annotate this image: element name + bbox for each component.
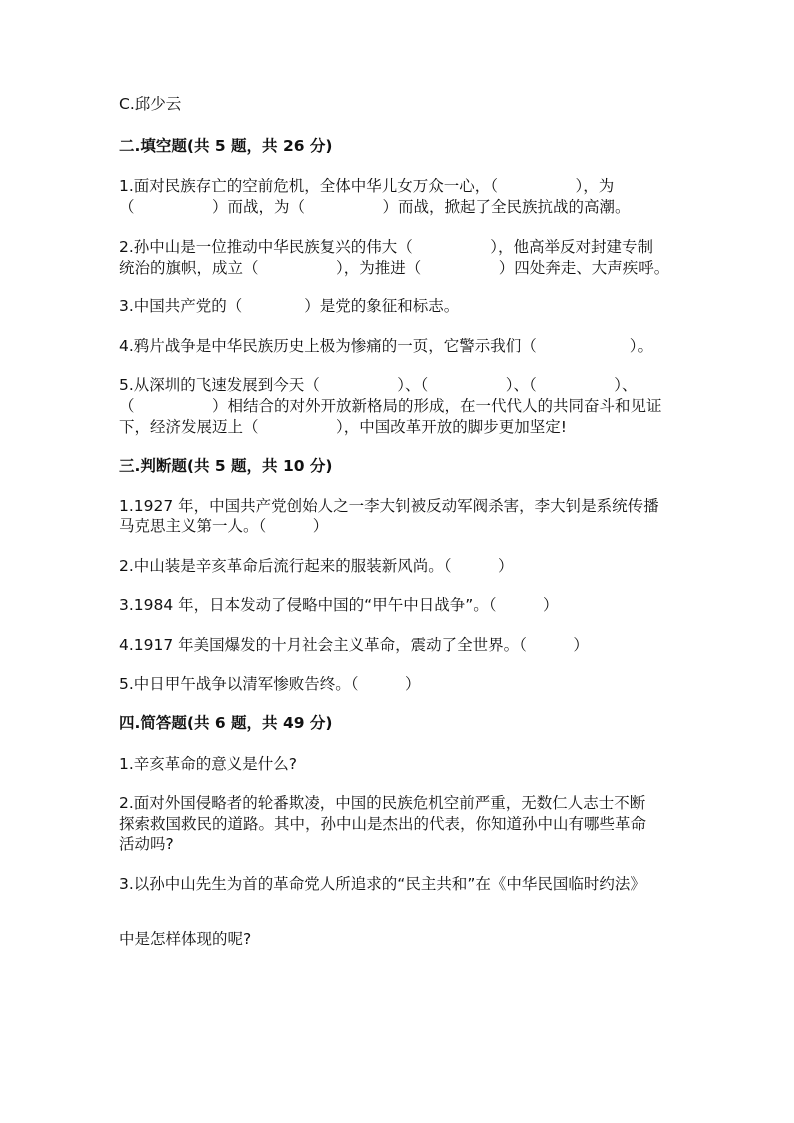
sa-q3-line2: 中是怎样体现的呢? (119, 930, 252, 948)
sa-q1: 1.辛亥革命的意义是什么? (119, 755, 298, 773)
tf-q3: 3.1984 年，日本发动了侵略中国的“甲午中日战争”。（ ） (119, 596, 559, 614)
fill-q4: 4.鸦片战争是中华民族历史上极为惨痛的一页，它警示我们（ ）。 (119, 337, 654, 355)
option-c: C.邱少云 (119, 95, 182, 113)
sa-q2-line1: 2.面对外国侵略者的轮番欺凌，中国的民族危机空前严重，无数仁人志士不断 (119, 794, 646, 812)
section-title-short-answer: 四.简答题(共 6 题，共 49 分) (119, 714, 333, 732)
tf-q2: 2.中山装是辛亥革命后流行起来的服装新风尚。（ ） (119, 557, 514, 575)
fill-q5-line3: 下，经济发展迈上（ ），中国改革开放的脚步更加坚定! (119, 418, 567, 436)
fill-q5-line2: （ ）相结合的对外开放新格局的形成，在一代代人的共同奋斗和见证 (119, 397, 662, 415)
sa-q3-line1: 3.以孙中山先生为首的革命党人所追求的“民主共和”在《中华民国临时约法》 (119, 875, 646, 893)
fill-q3: 3.中国共产党的（ ）是党的象征和标志。 (119, 297, 460, 315)
sa-q2-line3: 活动吗? (119, 835, 174, 853)
fill-q2-line2: 统治的旗帜，成立（ ），为推进（ ）四处奔走、大声疾呼。 (119, 259, 670, 277)
tf-q4: 4.1917 年美国爆发的十月社会主义革命，震动了全世界。（ ） (119, 636, 589, 654)
fill-q2-line1: 2.孙中山是一位推动中华民族复兴的伟大（ ），他高举反对封建专制 (119, 238, 654, 256)
section-title-fill-in: 二.填空题(共 5 题，共 26 分) (119, 137, 333, 155)
sa-q2-line2: 探索救国救民的道路。其中，孙中山是杰出的代表，你知道孙中山有哪些革命 (119, 815, 647, 833)
tf-q1-line2: 马克思主义第一人。（ ） (119, 517, 329, 535)
fill-q1-line2: （ ）而战，为（ ）而战，掀起了全民族抗战的高潮。 (119, 198, 631, 216)
tf-q1-line1: 1.1927 年，中国共产党创始人之一李大钊被反动军阀杀害，李大钊是系统传播 (119, 497, 659, 515)
fill-q5-line1: 5.从深圳的飞速发展到今天（ ）、（ ）、（ ）、 (119, 376, 638, 394)
section-title-true-false: 三.判断题(共 5 题，共 10 分) (119, 457, 333, 475)
fill-q1-line1: 1.面对民族存亡的空前危机，全体中华儿女万众一心，（ ），为 (119, 177, 615, 195)
tf-q5: 5.中日甲午战争以清军惨败告终。（ ） (119, 675, 421, 693)
